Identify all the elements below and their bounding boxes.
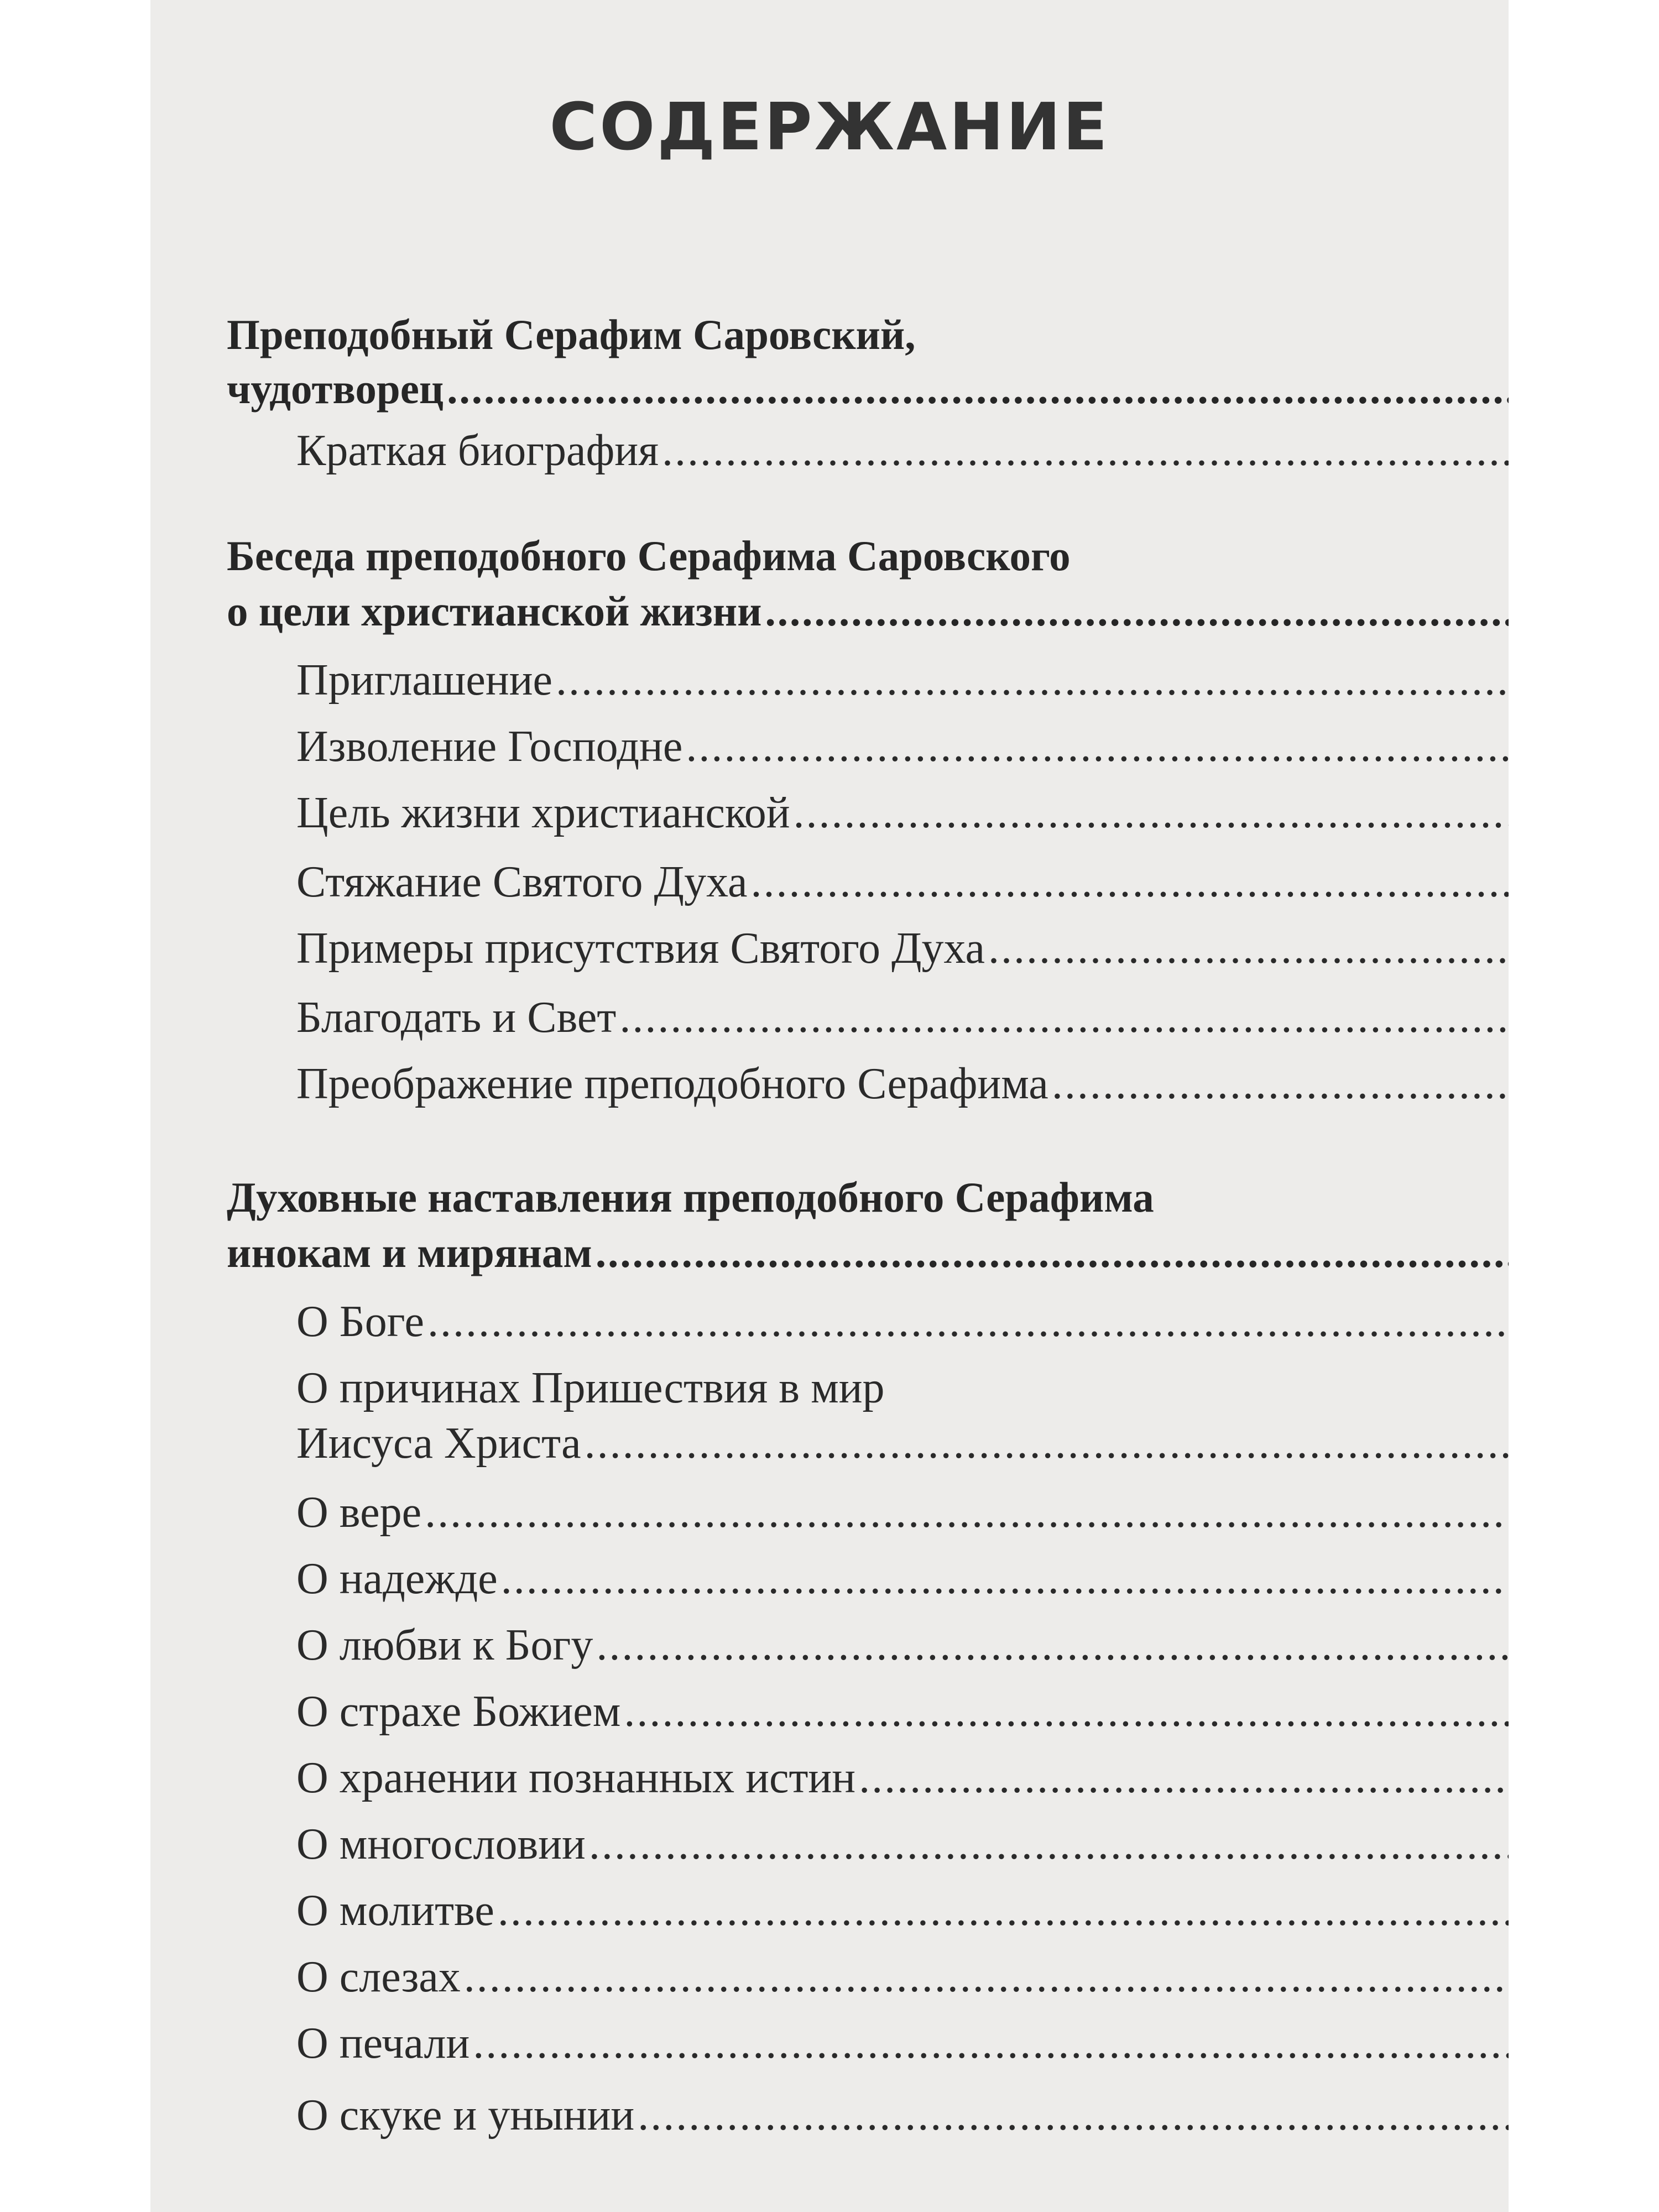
toc-entry[interactable] xyxy=(296,990,1509,1045)
toc-entry[interactable] xyxy=(296,2016,1509,2071)
entry-title: О слезах xyxy=(296,1953,461,2001)
entry-title: Изволение Господне xyxy=(296,722,683,771)
dot-leader xyxy=(638,2088,1509,2143)
section-heading-line xyxy=(227,1170,1509,1225)
dot-leader xyxy=(619,990,1509,1045)
dot-leader xyxy=(859,1750,1509,1806)
toc-entry[interactable] xyxy=(296,1883,1509,1938)
dot-leader xyxy=(464,1949,1509,2005)
entry-title: О вере xyxy=(296,1488,422,1537)
entry-title: О причинах Пришествия в мир xyxy=(296,1364,885,1412)
dot-leader xyxy=(585,1416,1509,1471)
dot-leader xyxy=(662,423,1509,478)
toc-entry-line xyxy=(296,1360,1509,1416)
toc-entry[interactable] xyxy=(296,1056,1509,1112)
section-title: о цели христианской жизни xyxy=(227,587,762,635)
section-title: чудотворец xyxy=(227,365,444,413)
toc-entry[interactable] xyxy=(296,1551,1509,1606)
toc-entry[interactable] xyxy=(296,1949,1509,2005)
entry-title: О Боге xyxy=(296,1297,424,1346)
toc-entry[interactable] xyxy=(296,2088,1509,2143)
entry-title: О хранении познанных истин xyxy=(296,1754,856,1802)
page-title: СОДЕРЖАНИЕ xyxy=(549,88,1110,165)
dot-leader xyxy=(556,653,1509,708)
toc-entry[interactable] xyxy=(296,1817,1509,1872)
dot-leader xyxy=(425,1485,1509,1540)
toc-entry[interactable] xyxy=(296,423,1509,478)
dot-leader xyxy=(988,921,1509,976)
section-title: инокам и мирянам xyxy=(227,1229,592,1276)
toc-entry[interactable] xyxy=(296,1485,1509,1540)
entry-title: Благодать и Свет xyxy=(296,993,617,1042)
dot-leader xyxy=(473,2016,1509,2071)
toc-entry[interactable] xyxy=(296,921,1509,976)
entry-title: О надежде xyxy=(296,1554,498,1603)
entry-title: Примеры присутствия Святого Духа xyxy=(296,924,985,973)
dot-leader xyxy=(501,1551,1509,1606)
dot-leader xyxy=(765,583,1509,639)
dot-leader xyxy=(686,719,1509,774)
dot-leader xyxy=(751,854,1509,910)
toc-entry[interactable] xyxy=(296,854,1509,910)
toc-entry[interactable] xyxy=(296,1684,1509,1739)
section-title: Духовные наставления преподобного Серафима xyxy=(227,1173,1154,1221)
toc-entry[interactable] xyxy=(296,1294,1509,1349)
dot-leader xyxy=(1052,1056,1509,1112)
section-heading-line xyxy=(227,307,1509,362)
dot-leader xyxy=(596,1225,1509,1280)
entry-title: Иисуса Христа xyxy=(296,1419,581,1468)
book-page xyxy=(150,0,1509,2212)
entry-title: Цель жизни христианской xyxy=(296,789,790,837)
entry-title: О многословии xyxy=(296,1820,586,1869)
toc-entry[interactable] xyxy=(227,361,1509,416)
entry-title: О молитве xyxy=(296,1886,494,1935)
toc-entry[interactable] xyxy=(296,1416,1509,1471)
toc-entry[interactable] xyxy=(296,1750,1509,1806)
entry-title: О любви к Богу xyxy=(296,1621,593,1670)
entry-title: Преображение преподобного Серафима xyxy=(296,1060,1048,1108)
dot-leader xyxy=(794,785,1509,841)
section-title: Беседа преподобного Серафима Саровского xyxy=(227,532,1071,580)
toc-entry[interactable] xyxy=(227,1225,1509,1280)
dot-leader xyxy=(589,1817,1509,1872)
entry-title: Стяжание Святого Духа xyxy=(296,858,748,906)
dot-leader xyxy=(596,1618,1509,1673)
toc-entry[interactable] xyxy=(296,719,1509,774)
section-title: Преподобный Серафим Саровский, xyxy=(227,311,916,358)
entry-title: О страхе Божием xyxy=(296,1687,621,1736)
toc-entry[interactable] xyxy=(296,653,1509,708)
dot-leader xyxy=(427,1294,1509,1349)
entry-title: Краткая биография xyxy=(296,426,659,475)
entry-title: О печали xyxy=(296,2019,470,2068)
dot-leader xyxy=(498,1883,1509,1938)
toc-entry[interactable] xyxy=(296,785,1509,841)
entry-title: О скуке и унынии xyxy=(296,2091,635,2140)
section-heading-line xyxy=(227,528,1509,583)
toc-entry[interactable] xyxy=(227,583,1509,639)
dot-leader xyxy=(447,361,1509,416)
dot-leader xyxy=(624,1684,1509,1739)
entry-title: Приглашение xyxy=(296,656,553,705)
toc-entry[interactable] xyxy=(296,1618,1509,1673)
